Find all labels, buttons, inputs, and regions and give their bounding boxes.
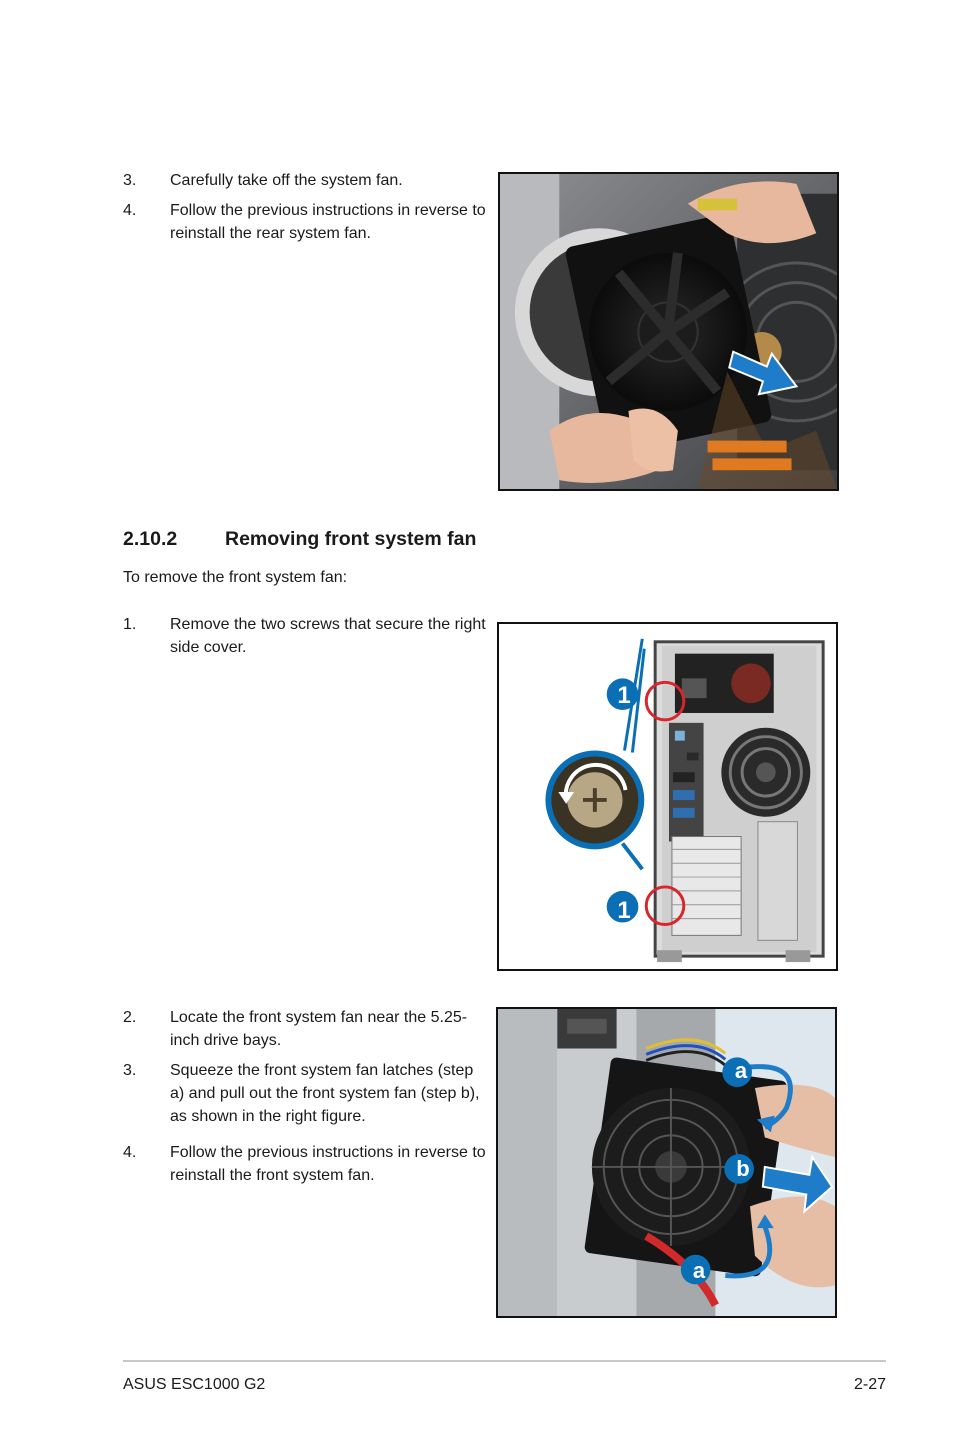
- section-intro: To remove the front system fan:: [123, 569, 348, 586]
- screw-callout-1-bottom: 1: [617, 897, 631, 924]
- step-number: 1.: [123, 616, 137, 633]
- footer-page-number: 2-27: [853, 1376, 886, 1393]
- latch-callout-a-bottom: a: [692, 1258, 706, 1283]
- section-number: 2.10.2: [123, 528, 178, 550]
- step-number: 4.: [123, 1144, 137, 1161]
- screw-callout-1-top: 1: [617, 682, 631, 709]
- rear-fan-illustration: [500, 174, 837, 489]
- step-text: Remove the two screws that secure the right side cover.: [170, 616, 486, 656]
- pull-callout-b: b: [736, 1156, 750, 1181]
- step-number: 2.: [123, 1009, 137, 1026]
- section-title: Removing front system fan: [225, 528, 477, 550]
- chassis-rear-photo: [497, 622, 838, 971]
- chassis-screws-illustration: [499, 624, 836, 969]
- step-number: 4.: [123, 202, 137, 219]
- front-fan-photo: [496, 1007, 837, 1318]
- footer-rule: [123, 1360, 886, 1362]
- step-number: 3.: [123, 1062, 137, 1079]
- step-text: Follow the previous instructions in reverse to reinstall the front system fan.: [170, 1144, 486, 1184]
- rear-fan-photo: [498, 172, 839, 491]
- front-fan-illustration: [498, 1009, 835, 1316]
- step-text: Carefully take off the system fan.: [170, 172, 403, 189]
- footer-product: ASUS ESC1000 G2: [123, 1376, 266, 1393]
- latch-callout-a-top: a: [734, 1058, 748, 1083]
- step-text: Follow the previous instructions in reverse to reinstall the rear system fan.: [170, 202, 486, 242]
- step-text: Squeeze the front system fan latches (step a) and pull out the front system fan (step b), as shown in the right figure.: [170, 1062, 480, 1125]
- step-text: Locate the front system fan near the 5.25-inch drive bays.: [170, 1009, 468, 1049]
- step-number: 3.: [123, 172, 137, 189]
